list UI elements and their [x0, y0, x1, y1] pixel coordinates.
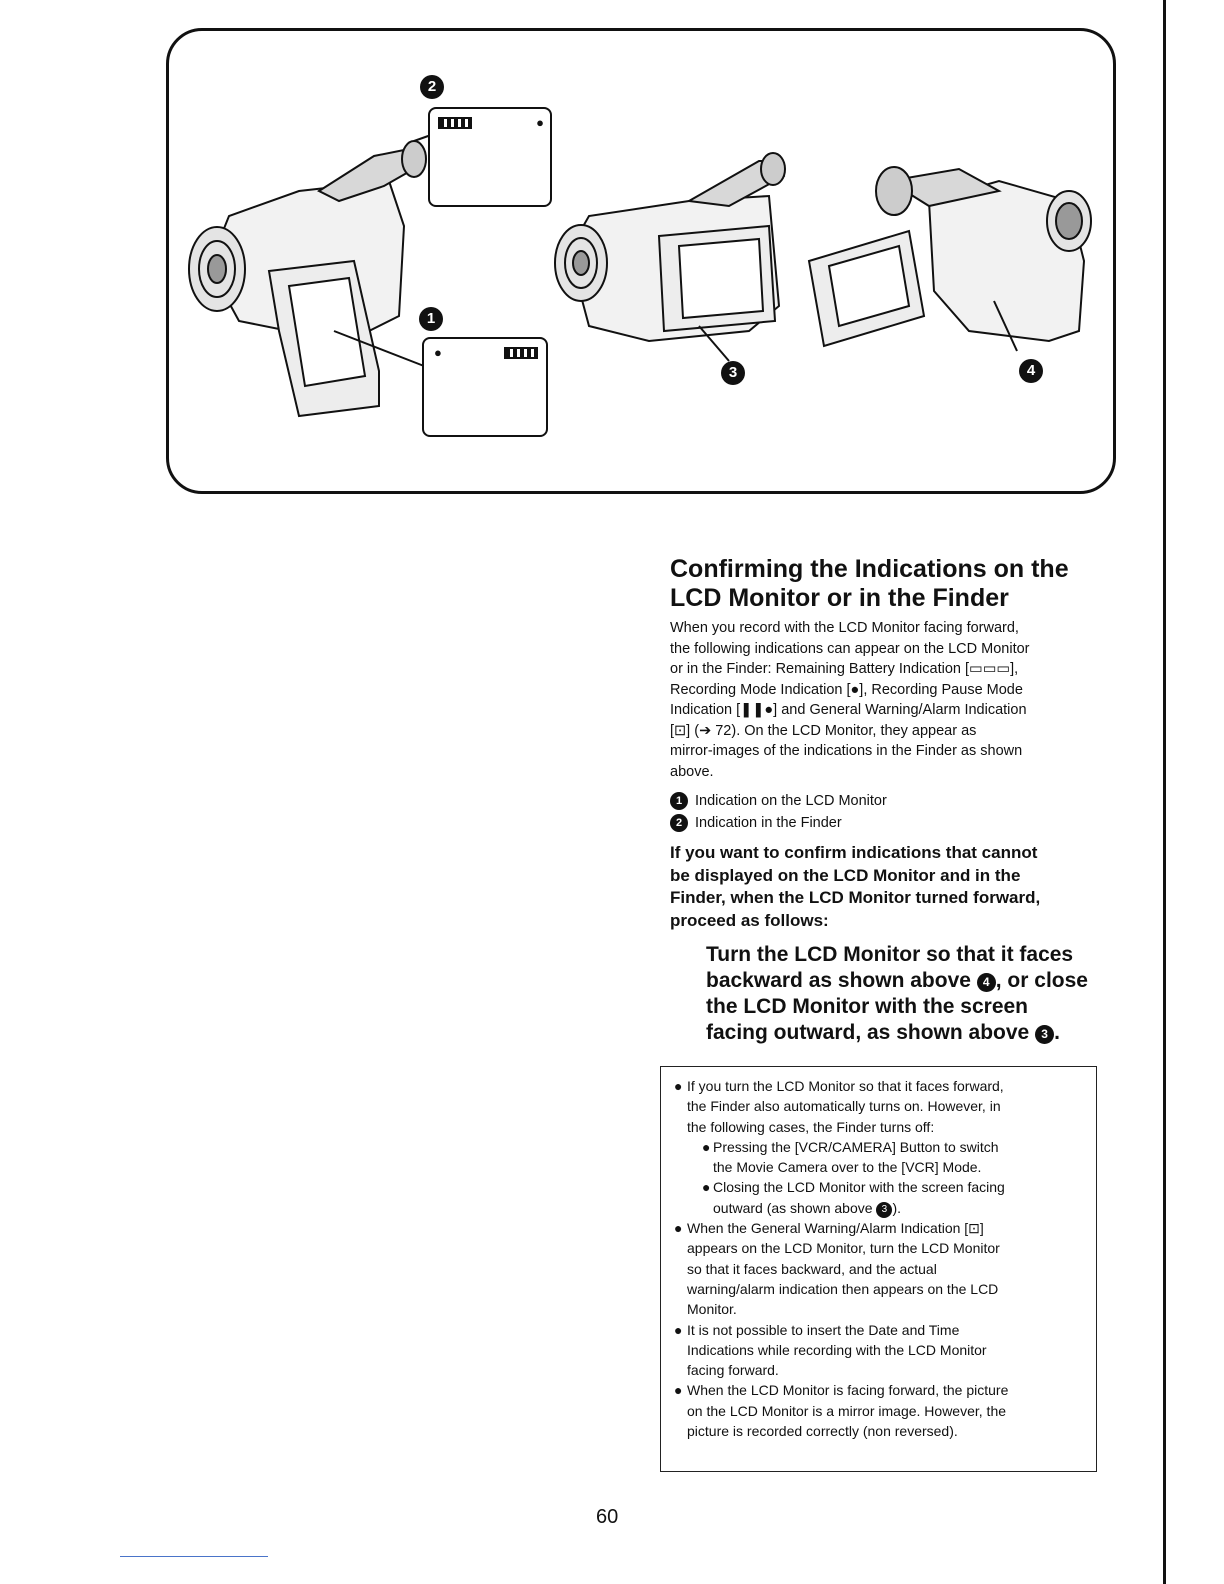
- callout-3-badge: 3: [721, 361, 745, 385]
- recording-dot-icon: ●: [536, 115, 544, 130]
- note-line: [713, 1198, 1086, 1218]
- bullet-icon: ●: [674, 1382, 683, 1399]
- camera-lcd-closed-drawing: [555, 153, 785, 361]
- note-warning-indication: [674, 1218, 1086, 1319]
- step-line: [706, 1020, 1100, 1046]
- note-line: picture is recorded correctly (non reversed).: [687, 1423, 958, 1440]
- bullet-icon: ●: [674, 1078, 683, 1094]
- note-line: If you turn the LCD Monitor so that it faces forward,: [687, 1078, 1004, 1094]
- step-line: Turn the LCD Monitor so that it faces: [706, 943, 1074, 966]
- legend-text: Indication on the LCD Monitor: [695, 793, 887, 809]
- bullet-icon: ●: [702, 1138, 711, 1155]
- callout-4-badge: 4: [1019, 359, 1043, 383]
- intro-line: When you record with the LCD Monitor facing forward,: [670, 620, 1019, 636]
- note-line: appears on the LCD Monitor, turn the LCD Monitor: [687, 1240, 1000, 1257]
- bullet-icon: ●: [702, 1179, 711, 1196]
- step-text: , or close: [995, 969, 1088, 992]
- notes-box: [660, 1066, 1097, 1472]
- step-line: [706, 968, 1100, 994]
- bold-line: Finder, when the LCD Monitor turned forward,: [670, 888, 1041, 907]
- camera-lcd-forward-drawing: [189, 135, 431, 416]
- intro-line: the following indications can appear on the LCD Monitor: [670, 640, 1030, 657]
- recording-dot-icon: ●: [434, 345, 442, 360]
- note-line: so that it faces backward, and the actual: [687, 1260, 937, 1277]
- note-line: When the General Warning/Alarm Indication [⊡]: [687, 1220, 984, 1237]
- page-number: 60: [596, 1506, 619, 1528]
- note-finder-auto-on: [674, 1076, 1086, 1137]
- camcorder-figure: [166, 28, 1116, 494]
- camcorder-illustrations: [169, 31, 1119, 497]
- legend-item-lcd: [670, 790, 1100, 812]
- battery-indicator-icon: [504, 347, 538, 359]
- note-text: ).: [892, 1199, 901, 1216]
- step-line: the LCD Monitor with the screen: [706, 995, 1029, 1018]
- step-instruction: [706, 942, 1100, 1046]
- footer-rule: [120, 1556, 268, 1557]
- bold-line: If you want to confirm indications that cannot: [670, 843, 1038, 862]
- note-line: When the LCD Monitor is facing forward, the picture: [687, 1382, 1009, 1399]
- confirm-instructions: [670, 842, 1100, 932]
- note-line: Pressing the [VCR/CAMERA] Button to switch: [713, 1138, 999, 1155]
- step-text: facing outward, as shown above: [706, 1021, 1036, 1044]
- intro-paragraph: [670, 618, 1100, 782]
- finder-display-box: [428, 107, 552, 207]
- step-text: backward as shown above: [706, 969, 977, 992]
- legend-number: 1: [670, 792, 688, 810]
- battery-indicator-icon: [438, 117, 472, 129]
- note-line: facing forward.: [687, 1362, 779, 1379]
- note-line: Closing the LCD Monitor with the screen facing: [713, 1179, 1005, 1196]
- note-line: Monitor.: [687, 1301, 737, 1318]
- callout-ref-3: 3: [1035, 1025, 1054, 1044]
- bullet-icon: ●: [674, 1321, 683, 1338]
- legend-text: Indication in the Finder: [695, 815, 842, 831]
- intro-line: above.: [670, 763, 714, 780]
- note-text: outward (as shown above: [713, 1199, 877, 1216]
- note-line: warning/alarm indication then appears on the LCD: [687, 1280, 999, 1297]
- note-line: the Movie Camera over to the [VCR] Mode.: [713, 1159, 982, 1176]
- bold-line: be displayed on the LCD Monitor and in the: [670, 865, 1021, 885]
- lcd-display-box: [422, 337, 548, 437]
- bold-line: proceed as follows:: [670, 910, 829, 930]
- callout-ref-3: 3: [876, 1202, 892, 1218]
- legend-number: 2: [670, 814, 688, 832]
- callout-1-badge: 1: [419, 307, 443, 331]
- bullet-icon: ●: [674, 1220, 683, 1237]
- camera-lcd-backward-drawing: [809, 167, 1091, 351]
- note-line: It is not possible to insert the Date and Time: [687, 1321, 960, 1338]
- note-line: the following cases, the Finder turns off:: [687, 1118, 935, 1135]
- intro-line: [⊡] (➔ 72). On the LCD Monitor, they appear as: [670, 722, 977, 739]
- page-edge-rule: [1163, 0, 1166, 1584]
- intro-line: or in the Finder: Remaining Battery Indication [▭▭▭],: [670, 661, 1019, 677]
- callout-2-badge: 2: [420, 75, 444, 99]
- intro-line: mirror-images of the indications in the Finder as shown: [670, 743, 1023, 759]
- section-title: Confirming the Indications on the LCD Monitor or in the Finder: [670, 555, 1069, 612]
- note-line: the Finder also automatically turns on. However, in: [687, 1098, 1001, 1115]
- note-mirror-image: [674, 1380, 1086, 1441]
- step-text: .: [1054, 1021, 1060, 1044]
- sub-note-closing-lcd: [702, 1177, 1086, 1218]
- note-line: Indications while recording with the LCD Monitor: [687, 1341, 987, 1358]
- text-column: [670, 555, 1100, 1046]
- note-line: on the LCD Monitor is a mirror image. However, the: [687, 1402, 1007, 1419]
- note-date-time: [674, 1320, 1086, 1381]
- legend-item-finder: [670, 812, 1100, 834]
- sub-note-vcr-button: [702, 1137, 1086, 1178]
- callout-ref-4: 4: [977, 973, 996, 992]
- intro-line: Indication [❚❚●] and General Warning/Alarm Indication: [670, 702, 1027, 718]
- intro-line: Recording Mode Indication [●], Recording Pause Mode: [670, 681, 1023, 698]
